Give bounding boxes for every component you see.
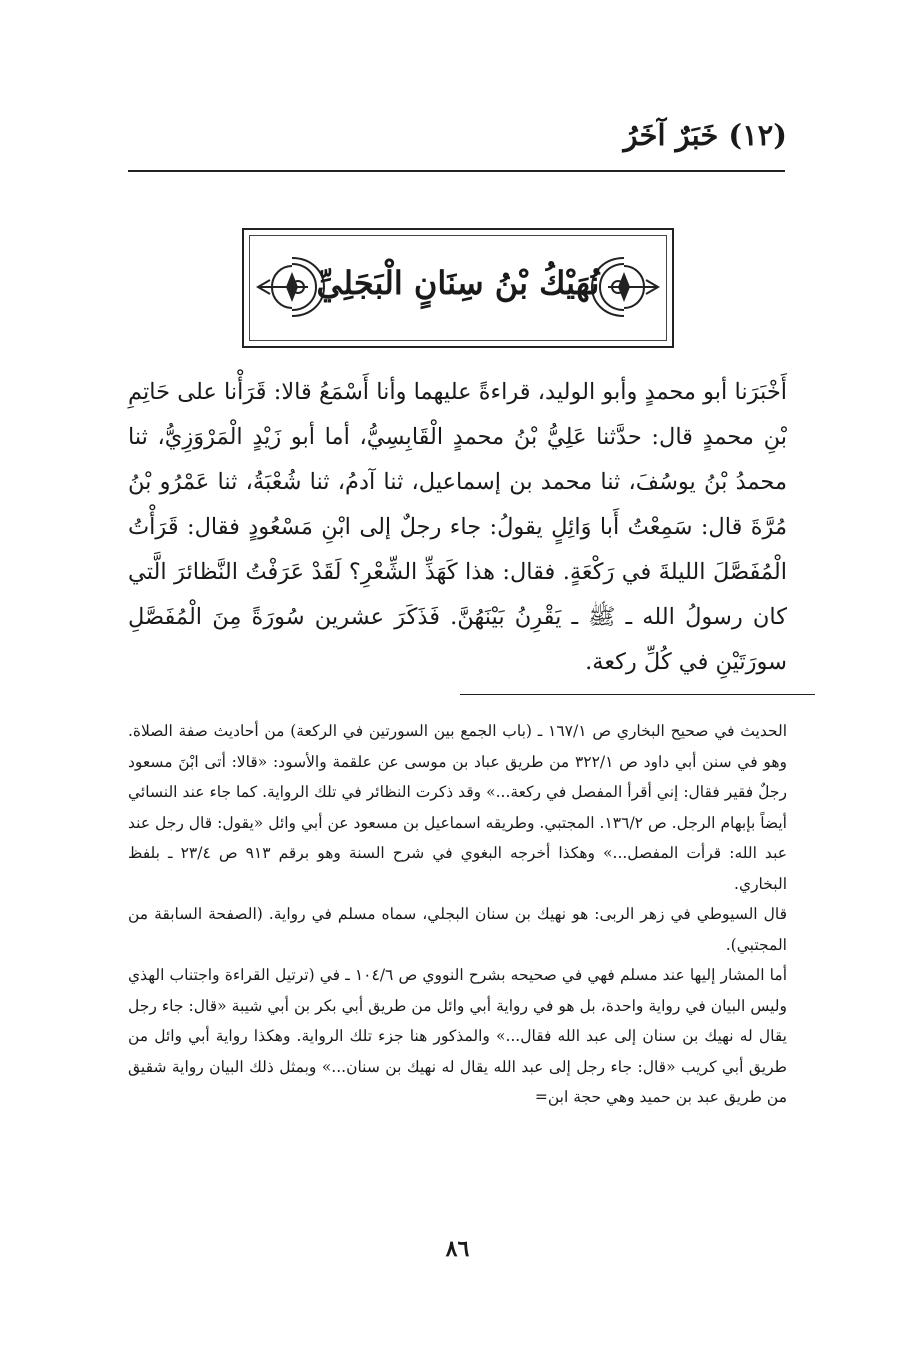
footnotes <box>128 716 787 1113</box>
title-box <box>242 228 674 348</box>
running-head: (١٢) خَبَرٌ آخَرُ <box>623 118 787 152</box>
hadith-paragraph: أَخْبَرَنا أبو محمدٍ وأبو الوليد، قراءةً عليهما وأنا أَسْمَعُ قالا: قَرَأْنا على حَاتِمِ بْنِ محمدٍ قال: حدَّثنا عَلِيُّ بْنُ محمدٍ الْقَابِسِيُّ، أما أبو زَيْدٍ الْمَرْوَزِيُّ، ثنا محمدُ بْنُ يوسُفَ، ثنا محمد بن إسماعيل، ثنا آدمُ، ثنا شُعْبَةُ، ثنا عَمْرُو بْنُ مُرَّةَ قال: سَمِعْتُ أَبا وَائِلٍ يقولُ: جاء رجلٌ إلى ابْنِ مَسْعُودٍ فقال: قَرَأْتُ الْمُفَصَّلَ الليلةَ في رَكْعَةٍ. فقال: هذا كَهَذِّ الشِّعْرِ؟ لَقَدْ عَرَفْتُ النَّظائرَ الَّتي كان رسولُ الله ـ ﷺ ـ يَقْرِنُ بَيْنَهُنَّ. فَذَكَرَ عشرين سُورَةً مِنَ الْمُفَصَّلِ سورَتَيْنِ في كُلِّ ركعة. <box>128 379 787 675</box>
header-rule <box>128 170 785 172</box>
page-number: ٨٦ <box>445 1236 470 1262</box>
footnote-paragraph: قال السيوطي في زهر الربى: هو نهيك بن سنان البجلي، سماه مسلم في رواية. (الصفحة السابقة من المجتبي). <box>128 905 787 954</box>
chapter-title: نُهَيْكُ بْنُ سِنَانٍ الْبَجَلِيِّ <box>316 264 600 302</box>
footnote-paragraph: الحديث في صحيح البخاري ص ١٦٧/١ ـ (باب الجمع بين السورتين في الركعة) من أحاديث صفة الصلاة. وهو في سنن أبي داود ص ٣٢٢/١ من طريق عباد بن موسى عن علقمة والأسود: «قالا: أتى ابْنَ مسعود رجلٌ فقير فقال: إني أقرأ المفصل في ركعة...» وقد ذكرت النظائر في تلك الرواية. كما جاء عند النسائي أيضاً بإبهام الرجل. ص ١٣٦/٢. المجتبي. وطريقه اسماعيل بن مسعود عن أبي وائل «يقول: قال رجل عند عبد الله: قرأت المفصل...» وهكذا أخرجه البغوي في شرح السنة وهو برقم ٩١٣ ص ٢٣/٤ ـ بلفظ البخاري. <box>128 722 787 893</box>
main-text <box>128 370 787 685</box>
footnote-paragraph: أما المشار إليها عند مسلم فهي في صحيحه بشرح النووي ص ١٠٤/٦ ـ في (ترتيل القراءة واجتناب الهذي وليس البيان في رواية واحدة، بل هو في رواية أبي وائل من طريق أبي بكر بن أبي شيبة «قال: جاء رجل يقال له نهيك بن سنان إلى عبد الله فقال...» والمذكور هنا جزء تلك الرواية. وهكذا رواية أبي وائل من طريق أبي كريب «قال: جاء رجل إلى عبد الله يقال له نهيك بن سنان...» وبمثل ذلك البيان رواية شقيق من طريق عبد بن حميد وهي حجة ابن= <box>128 966 787 1106</box>
footnote-separator <box>460 694 815 695</box>
